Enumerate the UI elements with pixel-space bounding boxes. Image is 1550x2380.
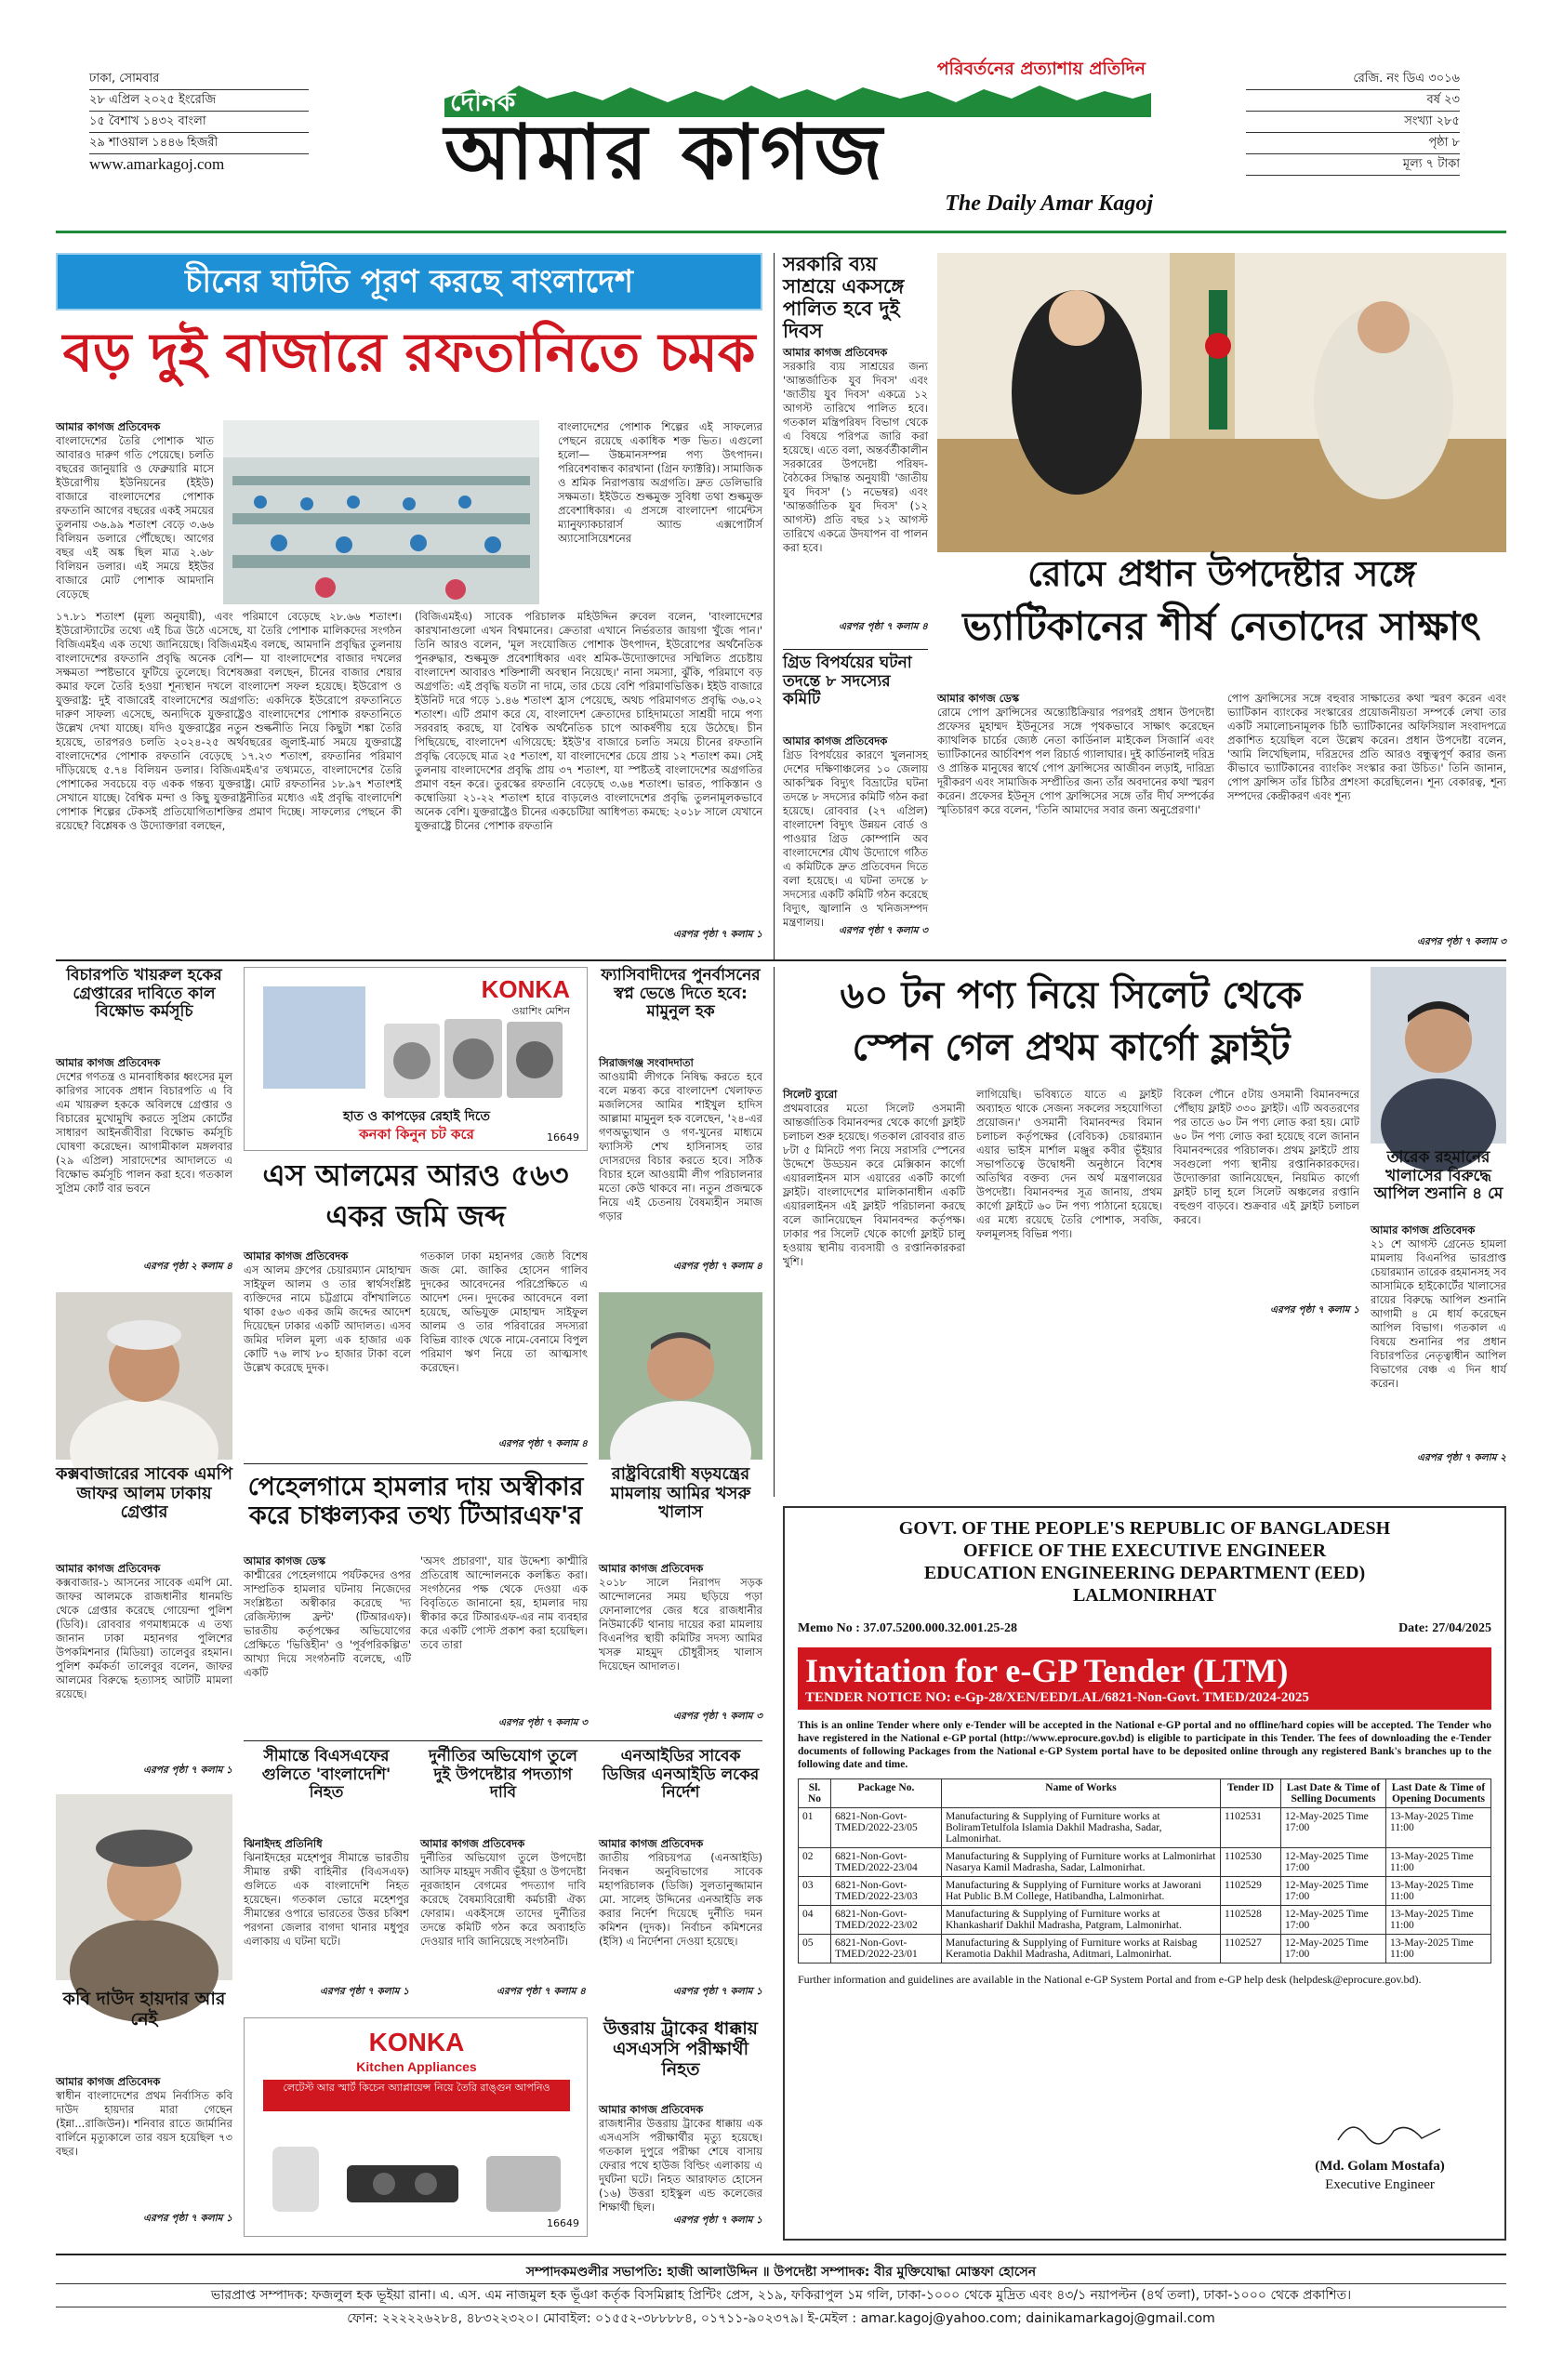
cargo-text-1: প্রথমবারের মতো সিলেট ওসমানী আন্তর্জাতিক বিমানবন্দর থেকে কার্গো ফ্লাইট চলাচল শুরু হয়েছে। গতকাল রোববার রাত ৮টা ৫ মিনিটে পণ্য নিয়ে সরাসরি স্পেনের উদ্দেশে উড্ডয়ন করে মেক্সিকান কার্গো এয়ারলাইনস মাস এয়ারের একটি কার্গো ফ্লাইট। বাংলাদেশের মালিকানাধীন একটি এয়ারলাইনস এই ফ্লাইট পরিচালনা করছে বলে জানিয়েছেন বিমানবন্দর কর্তৃপক্ষ। ঢাকার পর সিলেট থেকে কার্গো ফ্লাইট চালু হওয়ায় স্থানীয় ব্যবসায়ী ও রপ্তানিকারকরা খুশি। — [783, 1102, 965, 1268]
cell: 04 — [799, 1906, 831, 1935]
pahalgam-byline: আমার কাগজ ডেস্ক — [244, 1554, 326, 1567]
page-count: পৃষ্ঠা ৮ — [1246, 133, 1460, 154]
masthead-tagline: পরিবর্তনের প্রত্যাশায় প্রতিদিন — [936, 59, 1146, 79]
col-divider — [774, 967, 775, 1497]
konka-brand: KONKA — [481, 975, 570, 1003]
budget-continuation: এরপর পৃষ্ঠা ৭ কলাম ৪ — [839, 621, 928, 632]
masthead-rule — [56, 231, 1506, 233]
lead-column-4 — [415, 610, 762, 945]
bsf-continuation: এরপর পৃষ্ঠা ৭ কলাম ১ — [320, 1986, 409, 1997]
zafar-story — [56, 1562, 232, 1785]
daud-headline: কবি দাউদ হায়দার আর নেই — [62, 1989, 226, 2030]
cell: 01 — [799, 1808, 831, 1848]
lead-byline: আমার কাগজ প্রতিবেদক — [56, 420, 161, 433]
fascist-text: আওয়ামী লীগকে নিষিদ্ধ করতে হবে বলে মন্তব্য করে বাংলাদেশ খেলাফত মজলিসের আমির শাইখুল হাদিস আল্লামা মামুনুল হক বলেছেন, '২৪-এর গণঅভ্যুত্থান ও গণ-খুনের মাধ্যমে ফ্যাসিস্ট শেখ হাসিনাসহ তার দোসরদের বিচার করতে হবে। সঠিক বিচার হলে আওয়ামী লীগ পরিচালনার মতো কেউ থাকবে না। নতুন প্রজন্মকে নিয়ে এই চেতনায় বৈষম্যহীন সমাজ গড়ার — [599, 1070, 762, 1223]
bsf-headline: সীমান্তে বিএসএফের গুলিতে 'বাংলাদেশি' নিহত — [261, 1747, 391, 1803]
colophon-line-2: ভারপ্রাপ্ত সম্পাদক: ফজলুল হক ভূইয়া রানা। এ. এস. এম নাজমুল হক ভূঁঞা কর্তৃক বিসমিল্লাহ প্রিন্টিং প্রেস, ২১৯, ফকিরাপুল ১ম গলি, ঢাকা-১০০০ থেকে মুদ্রিত এবং ৪৩/১ নয়াপল্টন (৪র্থ তলা), ঢাকা-১০০০ থেকে প্রকাশিত। — [56, 2284, 1506, 2307]
tarique-headline: তারেক রহমানের খালাসের বিরুদ্ধে আপিল শুনানি ৪ মে — [1373, 1148, 1504, 1204]
cell: 12-May-2025 Time 17:00 — [1281, 1808, 1386, 1848]
masthead-date-line: ২৮ এপ্রিল ২০২৫ ইংরেজি — [89, 90, 309, 112]
khayrul-byline: আমার কাগজ প্রতিবেদক — [56, 1056, 161, 1069]
col-divider — [774, 253, 775, 959]
table-row — [799, 1877, 1491, 1906]
tarique-story — [1371, 1223, 1506, 1474]
pahalgam-text-1: কাশ্মীরের পেহেলগামে পর্যটকদের ওপর সাম্প্রতিক হামলার ঘটনায় নিজেদের সংশ্লিষ্টতা অস্বীকার করেছে 'দ্য রেজিস্ট্যান্স ফ্রন্ট' (টিআরএফ)। ভারতীয় কর্তৃপক্ষের অভিযোগের প্রেক্ষিতে 'ভিত্তিহীন' ও 'পূর্বপরিকল্পিত' আখ্যা দিয়ে সংগঠনটি বলেছে, এটি একটি — [244, 1568, 411, 1679]
cell: Manufacturing & Supplying of Furniture works at BoliramTetulfola Islamia Dakhil Madrasha, Sadar, Lalmonirhat. — [942, 1808, 1221, 1848]
durniti-continuation: এরপর পৃষ্ঠা ৭ কলাম ৪ — [497, 1986, 586, 1997]
daud-photo — [56, 1794, 232, 1980]
tender-org-2: OFFICE OF THE EXECUTIVE ENGINEER — [962, 1540, 1327, 1561]
cell: 1102531 — [1221, 1808, 1281, 1848]
salam-continuation: এরপর পৃষ্ঠা ৭ কলাম ৪ — [498, 1438, 588, 1449]
price: মূল্য ৭ টাকা — [1246, 154, 1460, 176]
pahalgam-column-1 — [244, 1554, 411, 1733]
col-header: Tender ID — [1221, 1779, 1281, 1808]
lead-headline: বড় দুই বাজারে রফতানিতে চমক — [62, 321, 756, 384]
nid-continuation: এরপর পৃষ্ঠা ৭ কলাম ১ — [673, 1986, 762, 1997]
masthead-left-info — [89, 69, 309, 175]
cell: 6821-Non-Govt-TMED/2022-23/02 — [831, 1906, 942, 1935]
lead-text-3: ১৭.৮১ শতাংশ (মূল্য অনুযায়ী), এবং পরিমাণে বেড়েছে ২৮.৬৬ শতাংশ। ইউরোস্ট্যাটের তথ্যে এই চিত্র উঠে এসেছে, যা তৈরি পোশাক মালিকদের সংগঠন বিজিএমইএ এক তথ্যে জানিয়েছে। বিজিএমইএ বলছে, আমদানি প্রবৃদ্ধির তুলনায় বাংলাদেশের রফতানি প্রবৃদ্ধি অনেক বেশি— যা বাংলাদেশের বাজার দখলের সক্ষমতা স্পষ্টভাবে ফুটিয়ে তুলেছে। বিশেষজ্ঞরা বলছেন, চীনের বাজার শেয়ার কমার ফলে তৈরি হওয়া শূন্যস্থান দখলে বাংলাদেশ সফল হয়েছে। ইউরোপ ও যুক্তরাষ্ট্র: দুই বাজারেই বাংলাদেশের অগ্রগতি: একদিকে ইউরোপে রফতানিতে দারুণ সাফল্য এসেছে, অন্যদিকে যুক্তরাষ্ট্রেও বাংলাদেশের পোশাক রফতানিতে উল্লেখ দেখা যাচ্ছে। যদিও যুক্তরাষ্ট্রের নতুন শুল্কনীতি নিয়ে কিছুটা শঙ্কা তৈরি হয়েছে, তারপরও চলতি ২০২৪-২৫ অর্থবছরের জুলাই-মার্চ সময়ে যুক্তরাষ্ট্রে বাংলাদেশের পোশাক রফতানি বেড়েছে ১৭.২৩ শতাংশ, রফতানির পরিমাণ দাঁড়িয়েছে ৫.৭৪ বিলিয়ন ডলার। বিজিএমইএ'র তথ্যমতে, বাংলাদেশের তৈরি পোশাকের সবচেয়ে বড় একক গন্তব্য যুক্তরাষ্ট্র। মোট রফতানির ১৮.৯৭ শতাংশই সেখানে যাচ্ছে। বৈশ্বিক মন্দা ও কিছু যুক্তরাষ্ট্রনীতির মধ্যেও এই প্রবৃদ্ধি বাংলাদেশি পোশাক শিল্পের টেকসই প্রতিযোগিতাশক্তির প্রমাণ দিচ্ছে। সাফল্যের পেছনে কী রয়েছে? বিশ্লেষক ও উদ্যোক্তারা বলছেন, — [56, 610, 402, 832]
cargo-column-1 — [783, 1088, 965, 1320]
konka-brand: KONKA — [368, 2028, 465, 2056]
cell: Manufacturing & Supplying of Furniture works at Jaworani Hat Public B.M College, Hatibandha, Lalmonirhat. — [942, 1877, 1221, 1906]
grid-headline: গ্রিড বিপর্যয়ের ঘটনা তদন্তে ৮ সদস্যের কমিটি — [783, 654, 912, 709]
table-row — [799, 1848, 1491, 1877]
cell: 6821-Non-Govt-TMED/2022-23/03 — [831, 1877, 942, 1906]
rome-text-2: পোপ ফ্রান্সিসের সঙ্গে বহুবার সাক্ষাতের কথা স্মরণ করেন এবং ভ্যাটিকান ব্যাংকের সংস্কারের প্রয়োজনীয়তা সম্পর্কে লেখা তার একটি সমালোচনামূলক চিঠি ভ্যাটিকানের অফিসিয়াল সংবাদপত্রে প্রকাশিত হয়েছিল বলে উল্লেখ করেন। প্রধান উপদেষ্টা বলেন, 'আমি লিখেছিলাম, দরিদ্রদের প্রতি আরও বন্ধুত্বপূর্ণ করার জন্য কীভাবে ভ্যাটিকানের ব্যাংকিং সংস্কার করা উচিত।' তিনি জানান, পোপ ফ্রান্সিস তাঁর চিঠির প্রশংসা করেছিলেন। শূন্য বেকারত্ব, শূন্য সম্পদের কেন্দ্রীকরণ এবং শূন্য — [1227, 692, 1506, 802]
colophon-line-1: সম্পাদকমণ্ডলীর সভাপতি: হাজী আলাউদ্দিন ॥ উপদেষ্টা সম্পাদক: বীর মুক্তিযোদ্ধা মোস্তফা হোসেন — [56, 2261, 1506, 2284]
cell: Manufacturing & Supplying of Furniture works at Lalmonirhat Nasarya Kamil Madrasha, Sadar, Lalmonirhat. — [942, 1848, 1221, 1877]
hr — [783, 649, 928, 650]
khasru-headline: রাষ্ট্রবিরোধী ষড়যন্ত্রের মামলায় আমির খসরু খালাস — [610, 1464, 751, 1523]
kitchen-appliances-graphic — [245, 2119, 589, 2221]
nid-text: জাতীয় পরিচয়পত্র (এনআইডি) নিবন্ধন অনুবিভাগের সাবেক মহাপরিচালক (ডিজি) সুলতানুজ্জামান মো. সালেহ উদ্দিনের এনআইডি লক করার নির্দেশ দিয়েছে দুর্নীতি দমন কমিশন (দুদক)। নির্বাচন কমিশনের (ইসি) এ নির্দেশনা দেওয়া হয়েছে। — [599, 1851, 762, 1948]
cell: 13-May-2025 Time 11:00 — [1386, 1935, 1491, 1964]
grid-text: গ্রিড বিপর্যয়ের কারণে খুলনাসহ দেশের দক্ষিণাঞ্চলের ১০ জেলায় আকস্মিক বিদ্যুৎ বিভ্রাটের ঘটনা তদন্তে ৮ সদস্যের কমিটি গঠন করা হয়েছে। রোববার (২৭ এপ্রিল) বাংলাদেশ বিদ্যুৎ উন্নয়ন বোর্ড ও পাওয়ার গ্রিড কোম্পানি অব বাংলাদেশের যৌথ উদ্যোগে গঠিত এ কমিটিকে দ্রুত প্রতিবেদন দিতে বলা হয়েছে। এ ঘটনা তদন্তে ৮ সদস্যের একটি কমিটি গঠন করেছে বিদ্যুৎ, জ্বালানি ও খনিজসম্পদ মন্ত্রণালয়। — [783, 748, 928, 929]
cell: 13-May-2025 Time 11:00 — [1386, 1848, 1491, 1877]
konka-hotline: 16649 — [547, 2217, 579, 2229]
pahalgam-headline: পেহেলগামে হামলার দায় অস্বীকার করে চাঞ্চল্যকর তথ্য টিআরএফ'র — [247, 1473, 584, 1531]
salam-byline: আমার কাগজ প্রতিবেদক — [244, 1250, 349, 1263]
registration-number: রেজি. নং ডিএ ৩০১৬ — [1246, 69, 1460, 90]
konka-kitchen-sub: Kitchen Appliances — [356, 2059, 477, 2074]
rome-column-2 — [1227, 692, 1506, 952]
tender-signer-title: Executive Engineer — [1325, 2177, 1435, 2192]
footer-rule — [56, 2254, 1506, 2255]
khayrul-story — [56, 1056, 232, 1281]
konka-slogan-1: হাত ও কাপড়ের রেহাই দিতে — [343, 1109, 490, 1124]
tender-memo: Memo No : 37.07.5200.000.32.001.25-28 — [798, 1621, 1018, 1635]
cell: 12-May-2025 Time 17:00 — [1281, 1877, 1386, 1906]
durniti-text: দুর্নীতির অভিযোগ তুলে উপদেষ্টা আসিফ মাহমুদ সজীব ভূঁইয়া ও উপদেষ্টা নূরজাহান বেগমের পদত্যাগ দাবি করেছে বৈষম্যবিরোধী কর্মচারী ঐক্য ফোরাম। একইসঙ্গে তাদের দুর্নীতির তদন্তে কমিটি গঠন করে অব্যাহতি দেওয়ার দাবি জানিয়েছে সংগঠনটি। — [420, 1851, 586, 1948]
lead-kicker-banner — [56, 253, 762, 311]
zafar-photo — [56, 1292, 232, 1460]
tender-footer: Further information and guidelines are available in the National e-GP System Portal and from e-GP help desk (helpdesk@eprocure.gov.bd). — [798, 1973, 1422, 1986]
portrait-graphic — [56, 1794, 232, 1980]
salam-headline-2: একর জমি জব্দ — [325, 1198, 506, 1234]
zafar-text: কক্সবাজার-১ আসনের সাবেক এমপি মো. জাফর আলমকে রাজধানীর ধানমন্ডি থেকে গ্রেপ্তার করেছে গোয়েন্দা পুলিশ (ডিবি)। রোববার গণমাধ্যমকে এ তথ্য জানান ঢাকা মহানগর পুলিশের উপকমিশনার (মিডিয়া) তালেবুর রহমান। পুলিশ কর্মকর্তা তালেবুর বলেন, জাফর আলমের বিরুদ্ধে হত্যাসহ আটটি মামলা রয়েছে। — [56, 1576, 232, 1700]
tender-table — [798, 1778, 1491, 1964]
pahalgam-continuation: এরপর পৃষ্ঠা ৭ কলাম ৩ — [498, 1717, 588, 1728]
khasru-byline: আমার কাগজ প্রতিবেদক — [599, 1562, 704, 1575]
cargo-text-2: লাগিয়েছি। ভবিষ্যতে যাতে এ ফ্লাইট অব্যাহত থাকে সেজন্য সকলের সহযোগিতা প্রয়োজন।' ওসমানী বিমানবন্দর বিমান চলাচল কর্তৃপক্ষের (বেবিচক) চেয়ারম্যান এয়ার ভাইস মার্শাল মঞ্জুর কবীর ভূঁইয়ার সভাপতিত্বে উদ্বোধনী অনুষ্ঠানে বিশেষ অতিথির বক্তব্য দেন অর্থ মন্ত্রণালয়ের উপদেষ্টা। বিমানবন্দর সূত্র জানায়, প্রথম কার্গো ফ্লাইটে ৬০ টন পণ্য পাঠানো হয়েছে। এর মধ্যে রয়েছে তৈরি পোশাক, সবজি, ফলমূলসহ বিভিন্ন পণ্য। — [976, 1088, 1162, 1240]
konka-kitchen-slogan: লেটেস্ট আর স্মার্ট কিচেন অ্যাপ্লায়েন্স নিয়ে তৈরি রাঙ্গুন আপনিও — [263, 2080, 570, 2111]
pahalgam-text-2: 'অসৎ প্রচারণা', যার উদ্দেশ্য কাশ্মীরি প্রতিরোধ আন্দোলনকে কলঙ্কিত করা। সংগঠনের পক্ষ থেকে দেওয়া এক বিবৃতিতে জানানো হয়, হামলার দায় স্বীকার করে টিআরএফ-এর নাম ব্যবহার করে একটি পোস্ট প্রকাশ করা হয়েছিল। তবে তারা — [420, 1554, 588, 1651]
tender-memo-row — [798, 1621, 1491, 1636]
lead-column-1 — [56, 420, 214, 606]
rome-headline-2: ভ্যাটিকানের শীর্ষ নেতাদের সাক্ষাৎ — [962, 603, 1481, 649]
cell: 6821-Non-Govt-TMED/2022-23/05 — [831, 1808, 942, 1848]
salam-column-1 — [244, 1250, 411, 1454]
colophon-line-3: ফোন: ২২২২২৬২৮৪, ৪৮৩২২৩২০। মোবাইল: ০১৫৫২-৩৮৮৮৮৪, ০১৭১১-৯০২৩৭৯। ই-মেইল : amar.kagoj@yahoo.com; dainikamarkagoj@gmail.com — [347, 2311, 1215, 2326]
tender-signer: (Md. Golam Mostafa) — [1315, 2159, 1445, 2174]
tender-date: Date: 27/04/2025 — [1398, 1621, 1491, 1635]
cargo-headline-1: ৬০ টন পণ্য নিয়ে সিলেট থেকে — [840, 974, 1303, 1017]
cargo-text-3: বিকেল পৌনে ৫টায় ওসমানী বিমানবন্দরে পৌঁছায় ফ্লাইট ৩৩০ ফ্লাইট। এটি অবতরণের পর তাতে ৬০ টন পণ্য লোড করা হয়। মোট ৬০ টন পণ্য লোড করা হয়েছে বলে জানান বিমানবন্দরের পরিচালক। প্রথম ফ্লাইটে প্রায় সবগুলো পণ্য স্থানীয় রপ্তানিকারকদের। উদ্যোক্তারা জানিয়েছেন, নিয়মিত কার্গো ফ্লাইট চালু হলে সিলেট অঞ্চলের রপ্তানি বহুগুণ বাড়বে। শুক্রবার এই ফ্লাইট চলাচল করবে। — [1173, 1088, 1359, 1226]
lead-text-4: (বিজিএমইএ) সাবেক পরিচালক মহিউদ্দিন রুবেল বলেন, 'বাংলাদেশের কারখানাগুলো এখন বিশ্বমানের। ক্রেতারা এখানে নির্ভরতার জায়গা খুঁজে পান।' তিনি আরও বলেন, 'মূল সংযোজিত পোশাক উৎপাদন, ইউরোপের অর্থনৈতিক পুনরুদ্ধার, শুল্কমুক্ত প্রবেশাধিকার এবং শ্রমিক-উদ্যোক্তাদের সম্মিলিত প্রচেষ্টায় বাংলাদেশ আবারও শক্তিশালী অবস্থান নিয়েছে।' নানা সমস্যা, ঝুঁকি, পরিমাণে বড় অগ্রগতি: এই প্রবৃদ্ধি যতটা না দামে, তার চেয়ে বেশি পরিমাণভিত্তিক। ইইউ বাজারে ইউনিট দরে গড়ে ১.৪৬ শতাংশ হ্রাস পেয়েছে, অথচ পরিমাণগত প্রবৃদ্ধি ৩৬.০২ শতাংশ। এটি প্রমাণ করে যে, বাংলাদেশ ক্রেতাদের চাহিদামতো সাশ্রয়ী দামে পণ্য সরবরাহ করছে, যা বৈশ্বিক অর্থনৈতিক চাপে আকর্ষণীয় হয়ে উঠেছে। চীন পিছিয়েছে, বাংলাদেশ এগিয়েছে: ইইউ'র বাজারে চলতি সময়ে চীনের রফতানি প্রবৃদ্ধি বেড়েছে মাত্র ২৫ শতাংশ, যা বাংলাদেশের চেয়ে প্রায় ১২ শতাংশ কম। সেই তুলনায় বাংলাদেশের প্রবৃদ্ধি প্রায় ৩৭ শতাংশ, যা স্পষ্টতই বাংলাদেশের অগ্রগতির প্রমাণ বহন করে। তুরস্কের রফতানি বেড়েছে ৩.৬৪ শতাংশ। ভারত, পাকিস্তান ও কম্বোডিয়া ২১-২২ শতাংশ হারে বাড়লেও বাংলাদেশের প্রবৃদ্ধি তুলনামূলকভাবে অনেক বেশি। যুক্তরাষ্ট্রেও চীনের একচেটিয়া আধিপত্য কমছে: ২০১৮ সালে যেখানে যুক্তরাষ্ট্রে চীনের পোশাক রফতানি — [415, 610, 762, 832]
cell: 13-May-2025 Time 11:00 — [1386, 1808, 1491, 1848]
signature-graphic — [1333, 2112, 1445, 2149]
khasru-continuation: এরপর পৃষ্ঠা ৭ কলাম ৩ — [673, 1711, 762, 1722]
nid-headline: এনআইডির সাবেক ডিজির এনআইডি লকের নির্দেশ — [602, 1747, 760, 1803]
lead-kicker: চীনের ঘাটতি পূরণ করছে বাংলাদেশ — [184, 263, 634, 300]
cargo-column-3 — [1173, 1088, 1359, 1320]
masthead-date-line: ২৯ শাওয়াল ১৪৪৬ হিজরী — [89, 133, 309, 154]
col-header: Sl. No — [799, 1779, 831, 1808]
salam-headline-1: এস আলমের আরও ৫৬৩ — [262, 1157, 569, 1193]
section-rule — [56, 959, 1506, 961]
cell: 1102529 — [1221, 1877, 1281, 1906]
bsf-byline: ঝিনাইদহ প্রতিনিধি — [244, 1837, 323, 1850]
bsf-text: ঝিনাইদহের মহেশপুর সীমান্তে ভারতীয় সীমান্ত রক্ষী বাহিনীর (বিএসএফ) গুলিতে এক বাংলাদেশি নিহত হয়েছেন। গতকাল ভোরে মহেশপুর সীমান্তের ওপারে ভারতের উত্তর চব্বিশ পরগনা জেলার বাগদা থানার মধুপুর এলাকায় এ ঘটনা ঘটে। — [244, 1851, 409, 1948]
salam-text-2: গতকাল ঢাকা মহানগর জ্যেষ্ঠ বিশেষ জজ মো. জাকির হোসেন গালিব দুদকের আবেদনের পরিপ্রেক্ষিতে এ আদেশ দেন। দুদকের আবেদনে বলা হয়েছে, অভিযুক্ত মোহাম্মদ সাইফুল আলম ও তার পরিবারের সদস্যরা বিভিন্ন ব্যাংক থেকে নামে-বেনামে বিপুল পরিমাণ ঋণ নিয়ে তা আত্মসাৎ করেছেন। — [420, 1250, 588, 1374]
tender-org-3: EDUCATION ENGINEERING DEPARTMENT (EED) — [923, 1563, 1366, 1583]
budget-story — [783, 346, 928, 645]
konka-sub: ওয়াশিং মেশিন — [511, 1005, 570, 1017]
tender-intro: This is an online Tender where only e-Tender will be accepted in the National e-GP portal and no offline/hard copies will be accepted. The Tender who have registered in the National e-GP portal (http://www.eprocure.gov.bd) is eligible to participate in this Tender. The fees of downloading the e-Tender documents of following Packages from the National e-GP System portal have to be deposited online through any registered Bank's branches up to the following date and time. — [798, 1720, 1491, 1770]
nid-byline: আমার কাগজ প্রতিবেদক — [599, 1837, 704, 1850]
budget-headline: সরকারি ব্যয় সাশ্রয়ে একসঙ্গে পালিত হবে দুই দিবস — [783, 253, 905, 343]
tarique-photo — [1371, 967, 1506, 1144]
rome-headline-1: রোমে প্রধান উপদেষ্টার সঙ্গে — [1027, 553, 1416, 594]
salam-column-2 — [420, 1250, 588, 1454]
cell: Manufacturing & Supplying of Furniture works at Khankasharif Dakhil Madrasha, Patgram, Lalmonirhat. — [942, 1906, 1221, 1935]
khayrul-headline: বিচারপতি খায়রুল হকের গ্রেপ্তারের দাবিতে কাল বিক্ষোভ কর্মসূচি — [66, 966, 222, 1022]
tarique-text: ২১ শে আগস্ট গ্রেনেড হামলা মামলায় বিএনপির ভারপ্রাপ্ত চেয়ারম্যান তারেক রহমানসহ সব আসামিকে হাইকোর্টের খালাসের রায়ের বিরুদ্ধে আপিল শুনানি আগামী ৪ মে ধার্য করেছেন আপিল বিভাগ। গতকাল এ বিষয়ে শুনানির পর প্রধান বিচারপতির নেতৃত্বাধীন আপিল বিভাগের বেঞ্চ এ দিন ধার্য করেন। — [1371, 1237, 1506, 1390]
cell: 1102527 — [1221, 1935, 1281, 1964]
garment-factory-photo — [223, 420, 539, 604]
tender-title-banner — [798, 1647, 1491, 1710]
website-link[interactable]: www.amarkagoj.com — [89, 155, 225, 173]
fascist-headline: ফ্যাসিবাদীদের পুনর্বাসনের স্বপ্ন ভেঙে দিতে হবে: মামুনুল হক — [601, 966, 761, 1022]
cargo-headline-2: স্পেন গেল প্রথম কার্গো ফ্লাইট — [852, 1026, 1291, 1069]
daud-text: স্বাধীন বাংলাদেশের প্রথম নির্বাসিত কবি দাউদ হায়দার মারা গেছেন (ইন্না...রাজিউন)। শনিবার রাতে জার্মানির বার্লিনে মৃত্যুকালে তার বয়স হয়েছিল ৭৩ বছর। — [56, 2089, 232, 2158]
cargo-continuation: এরপর পৃষ্ঠা ৭ কলাম ১ — [1270, 1304, 1359, 1316]
col-header: Last Date & Time of Opening Documents — [1386, 1779, 1491, 1808]
bsf-story — [244, 1837, 409, 2008]
volume-year: বর্ষ ২৩ — [1246, 90, 1460, 112]
lead-column-3 — [56, 610, 402, 945]
newspaper-logo[interactable]: আমার কাগজ — [444, 109, 886, 197]
zafar-byline: আমার কাগজ প্রতিবেদক — [56, 1562, 161, 1575]
khasru-story — [599, 1562, 762, 1733]
lead-photo — [223, 420, 539, 604]
cell: 6821-Non-Govt-TMED/2022-23/01 — [831, 1935, 942, 1964]
rome-continuation: এরপর পৃষ্ঠা ৭ কলাম ৩ — [1417, 936, 1506, 947]
tender-notice — [783, 1506, 1506, 2241]
lead-column-2 — [558, 420, 762, 606]
durniti-byline: আমার কাগজ প্রতিবেদক — [420, 1837, 525, 1850]
durniti-story — [420, 1837, 586, 2008]
nid-story — [599, 1837, 762, 2008]
fascist-story — [599, 1056, 762, 1281]
portrait-graphic — [1371, 967, 1506, 1144]
grid-byline: আমার কাগজ প্রতিবেদক — [783, 734, 888, 747]
pahalgam-column-2 — [420, 1554, 588, 1733]
rome-column-1 — [937, 692, 1214, 952]
rome-photo — [937, 253, 1506, 552]
col-header: Name of Works — [942, 1779, 1221, 1808]
cell: 12-May-2025 Time 17:00 — [1281, 1848, 1386, 1877]
konka-hotline: 16649 — [547, 1131, 579, 1144]
truck-continuation: এরপর পৃষ্ঠা ৭ কলাম ১ — [673, 2215, 762, 2226]
table-row — [799, 1906, 1491, 1935]
khasru-photo — [599, 1292, 762, 1460]
cell: Manufacturing & Supplying of Furniture works at Raisbag Keramotia Dakhil Madrasha, Aditmari, Lalmonirhat. — [942, 1935, 1221, 1964]
col-header: Package No. — [831, 1779, 942, 1808]
tarique-byline: আমার কাগজ প্রতিবেদক — [1371, 1223, 1476, 1236]
khayrul-continuation: এরপর পৃষ্ঠা ২ কলাম ৪ — [143, 1261, 232, 1272]
tender-table-header — [799, 1779, 1491, 1808]
cell: 13-May-2025 Time 11:00 — [1386, 1906, 1491, 1935]
konka-kitchen-ad[interactable] — [244, 2017, 588, 2237]
masthead-right-info — [1246, 69, 1460, 176]
fascist-byline: সিরাজগঞ্জ সংবাদদাতা — [599, 1056, 694, 1069]
daud-byline: আমার কাগজ প্রতিবেদক — [56, 2075, 161, 2088]
tender-notice-number: TENDER NOTICE NO: e-Gp-28/XEN/EED/LAL/6821-Non-Govt. TMED/2024-2025 — [805, 1690, 1309, 1705]
cell: 1102530 — [1221, 1848, 1281, 1877]
masthead-english-title: The Daily Amar Kagoj — [945, 192, 1153, 216]
tender-org-1: GOVT. OF THE PEOPLE'S REPUBLIC OF BANGLADESH — [898, 1518, 1391, 1539]
grid-continuation: এরপর পৃষ্ঠা ৭ কলাম ৩ — [839, 925, 928, 936]
konka-washing-machine-ad[interactable] — [244, 967, 588, 1151]
tender-title: Invitation for e-GP Tender (LTM) — [805, 1652, 1289, 1689]
rome-byline: আমার কাগজ ডেস্ক — [937, 692, 1020, 705]
lead-continuation: এরপর পৃষ্ঠা ৭ কলাম ১ — [673, 929, 762, 940]
cargo-column-2 — [976, 1088, 1162, 1320]
tender-org-4: LALMONIRHAT — [1072, 1585, 1217, 1606]
budget-byline: আমার কাগজ প্রতিবেদক — [783, 346, 888, 359]
truck-text: রাজধানীর উত্তরায় ট্রাকের ধাক্কায় এক এসএসসি পরীক্ষার্থীর মৃত্যু হয়েছে। গতকাল দুপুরে পরীক্ষা শেষে বাসায় ফেরার পথে হাউজ বিল্ডিং এলাকায় এ দুর্ঘটনা ঘটে। নিহত আরাফাত হোসেন (১৬) উত্তরা হাইস্কুল এন্ড কলেজের শিক্ষার্থী ছিল। — [599, 2117, 762, 2214]
masthead-dainik: দৈনিক — [450, 86, 516, 117]
truck-headline: উত্তরায় ট্রাকের ধাক্কায় এসএসসি পরীক্ষার্থী নিহত — [603, 2018, 758, 2080]
cell: 02 — [799, 1848, 831, 1877]
cell: 05 — [799, 1935, 831, 1964]
masthead-date-line: ঢাকা, সোমবার — [89, 69, 309, 90]
masthead-date-line: ১৫ বৈশাখ ১৪৩২ বাংলা — [89, 112, 309, 133]
hr — [244, 1463, 588, 1464]
salam-text-1: এস আলম গ্রুপের চেয়ারম্যান মোহাম্মদ সাইফুল আলম ও তার স্বার্থসংশ্লিষ্ট ব্যক্তিদের নামে চট্টগ্রামে বাঁশখালিতে থাকা ৫৬৩ একর জমি জব্দের আদেশ দিয়েছেন ঢাকার একটি আদালত। এসব জমির দলিল মূল্য এক হাজার এক কোটি ৭৬ লাখ ৮০ হাজার টাকা বলে উল্লেখ করেছে দুদক। — [244, 1263, 411, 1374]
zafar-continuation: এরপর পৃষ্ঠা ৭ কলাম ১ — [143, 1765, 232, 1776]
cargo-byline: সিলেট ব্যুরো — [783, 1088, 838, 1101]
portrait-graphic — [56, 1292, 232, 1460]
truck-byline: আমার কাগজ প্রতিবেদক — [599, 2103, 704, 2116]
durniti-headline: দুর্নীতির অভিযোগ তুলে দুই উপদেষ্টার পদত্যাগ দাবি — [429, 1747, 577, 1803]
khasru-text: ২০১৮ সালে নিরাপদ সড়ক আন্দোলনের সময় ছড়িয়ে পড়া ফোনালাপের জের ধরে রাজধানীর নিউমার্কেট থানায় দায়ের করা মামলায় বিএনপির স্থায়ী কমিটির সদস্য আমির খসরু মাহমুদ চৌধুরীসহ খালাস দিয়েছেন আদালত। — [599, 1576, 762, 1673]
konka-slogan-2: কনকা কিনুন চট করে — [359, 1126, 474, 1143]
portrait-graphic — [599, 1292, 762, 1460]
vatican-meeting-photo — [937, 253, 1506, 552]
hr — [244, 1740, 762, 1741]
zafar-headline: কক্সবাজারের সাবেক এমপি জাফর আলম ঢাকায় গ্রেপ্তার — [56, 1464, 232, 1523]
daud-story — [56, 2075, 232, 2235]
col-header: Last Date & Time of Selling Documents — [1281, 1779, 1386, 1808]
budget-text: সরকারি ব্যয় সাশ্রয়ের জন্য 'আন্তর্জাতিক যুব দিবস' এবং 'জাতীয় যুব দিবস' একত্রে ১২ আগস্ট তারিখে পালিত হবে। গতকাল মন্ত্রিপরিষদ বিভাগ থেকে এ বিষয়ে পরিপত্র জারি করা হয়েছে। এতে বলা, অন্তর্বর্তীকালীন সরকারের উপদেষ্টা পরিষদ-বৈঠকের সিদ্ধান্ত অনুযায়ী 'জাতীয় যুব দিবস' (১ নভেম্বর) এবং 'আন্তর্জাতিক যুব দিবস' (১২ আগস্ট) প্রতি বছর ১২ আগস্ট তারিখে একত্রে উদযাপন বা পালন করা হবে। — [783, 360, 928, 554]
cell: 13-May-2025 Time 11:00 — [1386, 1877, 1491, 1906]
rome-text-1: রোমে পোপ ফ্রান্সিসের অন্ত্যেষ্টিক্রিয়ার পরপরই প্রধান উপদেষ্টা প্রফেসর মুহাম্মদ ইউনূসের সঙ্গে পৃথকভাবে সাক্ষাৎ করেছেন ক্যাথলিক চার্চের জ্যেষ্ঠ নেতা কার্ডিনাল মাইকেল সিজার্নি এবং ভ্যাটিকানের আর্চবিশপ পল রিচার্ড গ্যালাঘার। দুই কার্ডিনালই দরিদ্র ও প্রান্তিক মানুষের স্বার্থে পোপ ফ্রান্সিসের আজীবন লড়াই, দারিদ্র্য দূরীকরণ এবং সামাজিক সম্প্রীতির জন্য তাঁর অবদানের কথা স্মরণ করেন। প্রফেসর ইউনূস পোপ ফ্রান্সিসের সঙ্গে তাঁর দীর্ঘ সম্পর্কের স্মৃতিচারণ করে বলেন, 'তিনি আমাদের সবার জন্য অনুপ্রেরণা।' — [937, 706, 1214, 816]
lead-text-1: বাংলাদেশের তৈরি পোশাক খাত আবারও দারুণ গতি পেয়েছে। চলতি বছরের জানুয়ারি ও ফেব্রুয়ারি মাসে ইউরোপীয় ইউনিয়নের (ইইউ) বাজারে বাংলাদেশের পোশাক রফতানি আগের বছরের একই সময়ের তুলনায় ৩৬.৯৯ শতাংশ বেড়ে ৩.৬৬ বিলিয়ন ডলারে পৌঁছেছে। আগের বছর এই অঙ্ক ছিল মাত্র ২.৬৮ বিলিয়ন ডলার। এই সময়ে ইইউর বাজারে মোট পোশাক আমদানি বেড়েছে — [56, 434, 214, 601]
cell: 03 — [799, 1877, 831, 1906]
truck-story — [599, 2103, 762, 2237]
cell: 12-May-2025 Time 17:00 — [1281, 1935, 1386, 1964]
tarique-continuation: এরপর পৃষ্ঠা ৭ কলাম ২ — [1417, 1452, 1506, 1463]
grid-story — [783, 734, 928, 950]
cell: 6821-Non-Govt-TMED/2022-23/04 — [831, 1848, 942, 1877]
khayrul-text: দেশের গণতন্ত্র ও মানবাধিকার ধ্বংসের মূল কারিগর সাবেক প্রধান বিচারপতি এ বি এম খায়রুল হককে অবিলম্বে গ্রেপ্তার ও বিচারের মুখোমুখি করতে সুপ্রিম কোর্টের সাধারণ আইনজীবীরা বিক্ষোভ কর্মসূচি ঘোষণা করেছেন। আগামীকাল মঙ্গলবার (২৯ এপ্রিল) সারাদেশের আদালতে এ বিক্ষোভ কর্মসূচি পালন করা হবে। গতকাল সুপ্রিম কোর্ট বার ভবনে — [56, 1070, 232, 1195]
cell: 1102528 — [1221, 1906, 1281, 1935]
daud-continuation: এরপর পৃষ্ঠা ৭ কলাম ১ — [143, 2213, 232, 2224]
cell: 12-May-2025 Time 17:00 — [1281, 1906, 1386, 1935]
issue-number: সংখ্যা ২৮৫ — [1246, 112, 1460, 133]
table-row — [799, 1935, 1491, 1964]
colophon — [56, 2261, 1506, 2330]
lead-text-2: বাংলাদেশের পোশাক শিল্পের এই সাফল্যের পেছনে রয়েছে একাধিক শক্ত ভিত। এগুলো হলো— উচ্চমানসম্পন্ন পণ্য উৎপাদন। পরিবেশবান্ধব কারখানা (গ্রিন ফ্যাক্টরি)। সামাজিক ও শ্রমিক নিরাপত্তায় অগ্রগতি। দ্রুত ডেলিভারি সক্ষমতা। ইইউতে শুল্কমুক্ত সুবিধা তথা শুল্কমুক্ত প্রবেশাধিকার। এ প্রসঙ্গে বাংলাদেশ গার্মেন্টস ম্যানুফ্যাকচারার্স অ্যান্ড এক্সপোর্টার্স অ্যাসোসিয়েশনের — [558, 420, 762, 545]
fascist-continuation: এরপর পৃষ্ঠা ৭ কলাম ৪ — [673, 1261, 762, 1272]
table-row — [799, 1808, 1491, 1848]
